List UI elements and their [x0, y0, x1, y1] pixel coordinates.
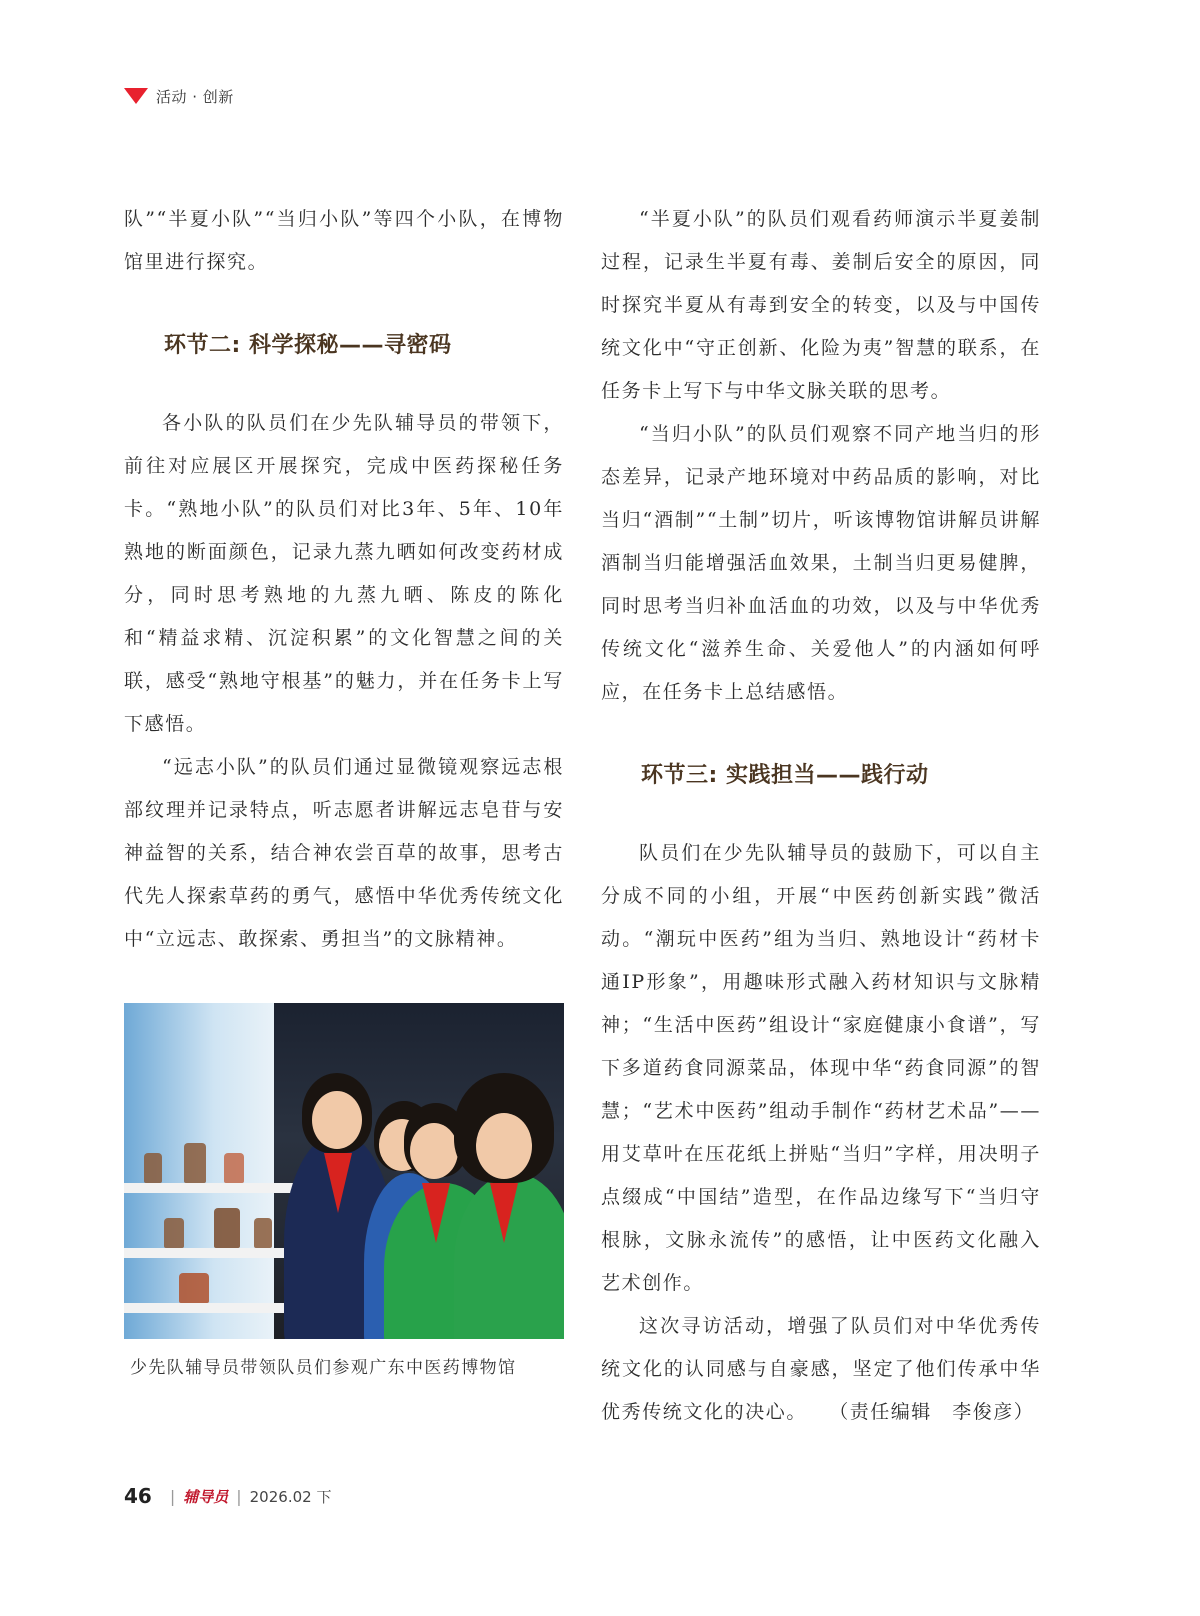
paragraph-yuanzhi: “远志小队”的队员们通过显微镜观察远志根部纹理并记录特点，听志愿者讲解远志皂苷与安神益智的关系，结合神农尝百草的故事，思考古代先人探索草药的勇气，感悟中华优秀传统文化中“立远志、敢探索、勇担当”的文脉精神。	[124, 756, 564, 950]
magazine-logo: 辅导员	[183, 1487, 229, 1506]
left-column	[124, 198, 564, 1378]
triangle-marker-icon	[124, 88, 148, 104]
section-label: 活动 · 创新	[156, 87, 234, 106]
heading-section-two: 环节二: 科学探秘——寻密码	[164, 333, 452, 358]
page-number: 46	[124, 1484, 152, 1508]
section-header	[124, 84, 234, 108]
paragraph-conclusion	[601, 1305, 1041, 1434]
issue-label: 2026.02 下	[249, 1487, 332, 1506]
footer-divider: |	[169, 1486, 176, 1506]
heading-section-three: 环节三: 实践担当——践行动	[641, 763, 929, 788]
museum-photo	[124, 1003, 564, 1339]
editor-credit: （责任编辑 李俊彦）	[838, 1401, 1035, 1423]
right-column	[601, 198, 1041, 1434]
conclusion-text: 这次寻访活动，增强了队员们对中华优秀传统文化的认同感与自豪感，坚定了他们传承中华优秀传统文化的决心。	[601, 1315, 1041, 1423]
paragraph-shudi: 各小队的队员们在少先队辅导员的带领下，前往对应展区开展探究，完成中医药探秘任务卡。“熟地小队”的队员们对比3年、5年、10年熟地的断面颜色，记录九蒸九晒如何改变药材成分，同时思考熟地的九蒸九晒、陈皮的陈化和“精益求精、沉淀积累”的文化智慧之间的关联，感受“熟地守根基”的魅力，并在任务卡上写下感悟。	[124, 412, 564, 735]
photo-caption: 少先队辅导员带领队员们参观广东中医药博物馆	[130, 1358, 517, 1378]
paragraph-banxia: “半夏小队”的队员们观看药师演示半夏姜制过程，记录生半夏有毒、姜制后安全的原因，同时探究半夏从有毒到安全的转变，以及与中国传统文化中“守正创新、化险为夷”智慧的联系，在任务卡上写下与中华文脉关联的思考。	[601, 208, 1041, 402]
paragraph-danggui: “当归小队”的队员们观察不同产地当归的形态差异，记录产地环境对中药品质的影响，对比当归“酒制”“土制”切片，听该博物馆讲解员讲解酒制当归能增强活血效果，土制当归更易健脾，同时思考当归补血活血的功效，以及与中华优秀传统文化“滋养生命、关爱他人”的内涵如何呼应，在任务卡上总结感悟。	[601, 423, 1041, 703]
page-footer	[124, 1484, 331, 1508]
paragraph-practice: 队员们在少先队辅导员的鼓励下，可以自主分成不同的小组，开展“中医药创新实践”微活动。“潮玩中医药”组为当归、熟地设计“药材卡通IP形象”，用趣味形式融入药材知识与文脉精神；“生活中医药”组设计“家庭健康小食谱”，写下多道药食同源菜品，体现中华“药食同源”的智慧；“艺术中医药”组动手制作“药材艺术品”——用艾草叶在压花纸上拼贴“当归”字样，用决明子点缀成“中国结”造型，在作品边缘写下“当归守根脉，文脉永流传”的感悟，让中医药文化融入艺术创作。	[601, 842, 1041, 1294]
paragraph-continued: 队”“半夏小队”“当归小队”等四个小队，在博物馆里进行探究。	[124, 208, 564, 273]
footer-divider: |	[236, 1486, 242, 1506]
